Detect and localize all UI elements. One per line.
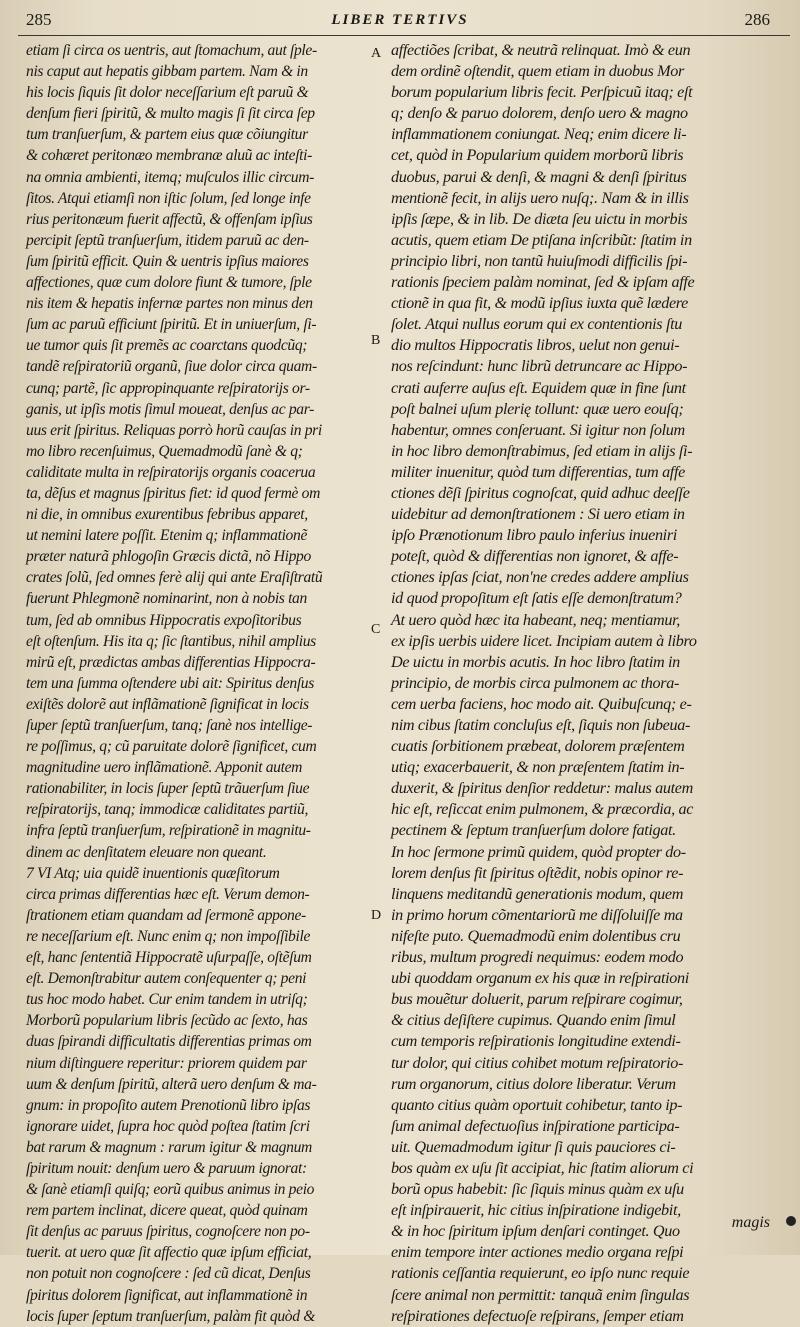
text-line: cem uerba faciens, hoc modo ait. Quibuſcunq; e- [391, 694, 692, 713]
text-line: eſt inſpirauerit, hic citius inſpiratione indigebit, [391, 1201, 681, 1220]
text-line: nis item & hepatis infernæ partes non minus den [26, 295, 313, 313]
text-line: nim cibus ſtatim concluſus eſt, ſiquis non ſubeua- [391, 716, 691, 734]
text-line: cet, quòd in Popularium quidem morborũ libris [391, 146, 684, 165]
text-line: borũ opus habebit: ſic ſiquis minus quàm ex uſu [391, 1180, 684, 1199]
text-line: ſpiritus dolorem ſignificat, aut inflammationẽ in [26, 1286, 308, 1304]
text-line: affectiones, quæ cum dolore fiunt & tumore, ſple [26, 274, 312, 292]
text-line: cum temporis reſpirationis longitudine extendi- [391, 1032, 681, 1051]
text-line: ſolet. Atqui nullus eorum qui ex contentionis ſtu [391, 315, 682, 334]
text-line: ctiones ipſas ſciat, non'ne credes addere amplius [391, 568, 689, 587]
text-line: nos reſcindunt: hunc librũ detruncare ac Hippo- [391, 357, 688, 376]
text-line: tur dolor, qui citius cohibet motum reſpiratorio- [391, 1053, 684, 1072]
text-line: tem una ſumma oſtendere ubi ait: Spiritus denſus [26, 674, 314, 692]
text-line: habentur, omnes conſeruant. Si igitur non ſolum [391, 420, 685, 439]
text-line: ut nemini latere poſſit. Etenim q; inflammationẽ [26, 527, 308, 545]
running-title: LIBER TERTIVS [331, 12, 469, 28]
ink-dot [786, 1216, 796, 1226]
text-line: ſum ac paruũ efficiunt ſpiritũ. Et in uniuerſum, ſi- [26, 316, 317, 334]
text-line: ctiones dẽſi ſpiritus cognoſcat, quid adhuc deeſſe [391, 483, 690, 502]
left-column [26, 40, 366, 1327]
text-line: nis caput aut hepatis gibbam partem. Nam & in [26, 63, 308, 81]
page-header [0, 0, 800, 34]
text-line: eſt oſtenſum. His ita q; ſic ſtantibus, nihil amplius [26, 632, 316, 650]
text-line: ue tumor quis ſit premẽs ac coarctans quodcũq; [26, 337, 308, 355]
text-line: uidebitur ad demonſtrationem : Si uero etiam in [391, 505, 685, 524]
text-line: na omnia ambienti, itemq; muſculos illic circum- [26, 168, 314, 186]
text-line: dio multos Hippocratis libros, uelut non genui- [391, 336, 680, 355]
text-line: tuerit. at uero quæ ſit affectio quæ ipſum efficiat, [26, 1244, 312, 1262]
text-line: id quod propoſitum eſt ſatis eſſe demonſtratum? [391, 589, 682, 608]
text-line: gnum: in propoſito autem Prenotionũ libro ipſas [26, 1096, 311, 1114]
text-line: crates ſolũ, ſed omnes ferè alij qui ante Eraſiſtratũ [26, 569, 323, 587]
text-line: infra ſeptũ tranſuerſum, reſpirationẽ in magnitu- [26, 822, 311, 840]
text-line: affectiões ſcribat, & neutrã relinquat. Imò & eun [391, 41, 691, 59]
text-line: & citius deſiſtere cupimus. Quando enim ſimul [391, 1011, 676, 1030]
text-line: borum popularium libris fecit. Perſpicuũ itaq; eſt [391, 83, 693, 102]
text-line: uum & denſum ſpiritũ, alterã uero denſum & ma- [26, 1075, 317, 1093]
text-line: poſt balnei uſum plerię tollunt: quæ uero eouſq; [391, 399, 684, 418]
text-line: ubi quoddam organum ex his quæ in reſpirationi [391, 969, 689, 988]
margin-marker-d: D [371, 908, 382, 923]
text-line: rationabiliter, in locis ſuper ſeptũ trãuerſum ſiue [26, 780, 310, 798]
page-number-right: 286 [744, 10, 770, 29]
text-line: magnitudine uero inflãmationẽ. Apponit autem [26, 759, 303, 777]
text-line: duas ſpirandi difficultatis differentias primas om [26, 1033, 312, 1051]
text-line: principio libri, non tantũ huiuſmodi difficilis ſpi- [391, 251, 688, 270]
text-line: rationis ceſſantia requierunt, eo ipſo nunc requie [391, 1264, 690, 1283]
text-line: militer inuenitur, quòd tum differentias, tum affe [391, 462, 685, 481]
text-line: caliditate multa in reſpiratorijs organis coacerua [26, 463, 316, 481]
text-line: tandẽ reſpiratoriũ organũ, ſiue dolor circa quam- [26, 358, 317, 376]
text-line: ſcere animal non permittit: tanquã enim ſingulas [391, 1285, 690, 1304]
text-line: pectinem & ſeptum tranſuerſum dolore fatigat. [391, 821, 676, 840]
text-line: ex ipſis uerbis uidere licet. Incipiam autem à libro [391, 631, 697, 650]
text-line: De uictu in morbis acutis. In hoc libro ſtatim in [391, 652, 680, 671]
text-line: acutis, quem etiam De ptiſana inſcribũt: ſtatim in [391, 230, 692, 249]
right-column [391, 40, 769, 1327]
text-line: ignorare uidet, ſupra hoc quòd poſtea ſtatim ſcri [26, 1117, 310, 1135]
page-number-left: 285 [26, 10, 52, 29]
text-line: hic eſt, reſiccat enim pulmonem, & præcordia, ac [391, 800, 694, 819]
text-line: ſit denſus ac paruus ſpiritus, cognoſcere non po- [26, 1223, 310, 1241]
text-line: dem ordinẽ oſtendit, quem etiam in duobus Mor [391, 62, 684, 81]
text-line: cuatis ſorbitionem præbeat, dolorem præſentem [391, 737, 685, 756]
text-line: etiam ſi circa os uentris, aut ſtomachum, aut ſple- [26, 42, 317, 59]
text-line: rius peritonæum fuerit affectũ, & offenſam ipſius [26, 210, 313, 228]
text-line: eſt. Demonſtrabitur autem conſequenter q; peni [26, 970, 307, 988]
text-line: uus erit ſpiritus. Reliquas porrò horũ cauſas in pri [26, 421, 322, 439]
text-line: tum tranſuerſum, & partem eius quæ cõiungitur [26, 126, 308, 144]
text-line: & ſanè etiamſi quiſq; eorũ quibus animus in peio [26, 1181, 315, 1199]
text-line: utiq; exacerbauerit, & non præſentem ſtatim in- [391, 758, 685, 777]
text-line: præter naturã phlogoſin Græcis dictã, nõ Hippo [26, 548, 311, 566]
text-line: exiſtẽs dolorẽ aut inflãmationẽ ſignificat in locis [26, 695, 309, 713]
text-line: ſitos. Atqui etiamſi non iſtic ſolum, ſed longe infe [26, 189, 311, 207]
margin-marker-c: C [371, 622, 381, 637]
text-line: ipſis ſæpe, & in lib. De diæta ſeu uictu in morbis [391, 209, 688, 228]
text-line: bat rarum & magnum : rarum igitur & magnum [26, 1138, 312, 1156]
text-line: ſum ſpiritũ efficit. Quin & uentris ipſius maiores [26, 252, 309, 270]
header-rule [18, 35, 790, 36]
text-line: In hoc ſermone primũ quidem, quòd propter do- [391, 842, 686, 861]
text-line: locis ſuper ſeptum tranſuerſum, palàm fit quòd & [26, 1307, 315, 1325]
text-line: re neceſſarium eſt. Nunc enim q; non impoſſibile [26, 927, 311, 945]
text-line: rem partem inclinat, dicere queat, quòd quinam [26, 1202, 308, 1220]
text-line: At uero quòd hæc ita habeant, neq; mentiamur, [391, 610, 680, 629]
text-line: & in hoc ſpiritum ipſum denſari continget. Quo [391, 1222, 680, 1241]
text-line: non potuit non cognoſcere : ſed cũ dicat, Denſus [26, 1265, 311, 1283]
text-line: inflammationem coniungat. Neq; enim dicere li- [391, 125, 687, 144]
text-line: circa primas differentias hæc eſt. Verum demon- [26, 885, 310, 903]
text-line: q; denſo & paruo dolorem, denſo uero & magno [391, 104, 688, 123]
text-line: uit. Quemadmodum igitur ſi quis pauciores ci- [391, 1137, 676, 1156]
text-line: ta, dẽſus et magnus ſpiritus fiet: id quod fermè om [26, 484, 321, 502]
text-line: nium diſtinguere reperitur: priorem quidem par [26, 1054, 307, 1072]
text-line: eſt, hanc ſententiã Hippocratẽ uſurpaſſe, oſtẽſum [26, 949, 312, 967]
text-line: re poſſimus, q; cũ paruitate dolorẽ ſignificet, cum [26, 738, 317, 756]
text-line: lorem denſus fit ſpiritus oſtẽdit, nobis opinor re- [391, 863, 684, 882]
text-line: Morborũ popularium libris ſecũdo ac ſexto, has [26, 1012, 308, 1030]
text-line: tum, ſed ab omnibus Hippocratis expoſitoribus [26, 611, 302, 629]
text-line: reſpirationes defectuoſe reſpirans, ſemper etiam [391, 1306, 684, 1325]
text-line: in hoc libro demonſtrabimus, ſed etiam in alijs ſi- [391, 441, 693, 460]
margin-marker-b: B [371, 333, 381, 348]
text-line: crati auferre auſus eſt. Equidem quæ in fine ſunt [391, 378, 686, 397]
text-line: ni die, in omnibus exurentibus febribus apparet, [26, 506, 308, 524]
text-line: mo libro recenſuimus, Quemadmodũ ſanè & q; [26, 442, 303, 460]
text-line: mirũ eſt, prædictas ambas differentias Hippocra- [26, 653, 316, 671]
text-line: ſum animal defectuoſius inſpiratione participa- [391, 1116, 680, 1135]
text-line: ipſo Prænotionum libro paulo inferius inueniri [391, 526, 677, 545]
text-line: linquens meditandũ generationis modum, quem [391, 884, 684, 903]
text-line: principio, de morbis circa pulmonem ac thora- [391, 673, 680, 692]
text-line: ſuper ſeptũ tranſuerſum, tanq; ſanè nos intellige- [26, 717, 313, 734]
text-line: ſpiritum nouit: denſum uero & paruum ignorat: [26, 1159, 307, 1177]
text-line: reſpiratorijs, tanq; immodicæ caliditates partiũ, [26, 801, 309, 819]
text-line: dinem ac denſitatem eleuare non queant. [26, 843, 267, 861]
text-line: duxerit, & ſpiritus denſior reddetur: malus autem [391, 779, 693, 798]
text-line: his locis ſiquis ſit dolor neceſſarium eſt paruũ & [26, 84, 309, 102]
text-line: rum organorum, citius dolore liberatur. Verum [391, 1074, 676, 1093]
text-line: nifeſte puto. Quemadmodũ enim dolentibus cru [391, 926, 681, 945]
margin-marker-a: A [371, 46, 382, 61]
text-line: mentionẽ fecit, in alijs uero nuſq;. Nam & in illis [391, 188, 689, 207]
text-line: ribus, multum progredi nequimus: eodem modo [391, 948, 684, 967]
catchword: magis [731, 1214, 770, 1231]
text-line: in primo horum cõmentariorũ me diſſoluiſſe ma [391, 905, 683, 924]
text-line: cunq; partẽ, ſic appropinquante reſpiratorijs or- [26, 379, 310, 397]
text-line: quanto citius quàm oportuit cohibetur, tanto ip- [391, 1095, 683, 1114]
text-line: fuerunt Phlegmonẽ nominarint, non à nobis tan [26, 590, 307, 608]
text-line: rationis ſpeciem palàm nominat, ſed & ipſam affe [391, 273, 695, 292]
text-line: percipit ſeptũ tranſuerſum, itidem paruũ ac den- [26, 231, 309, 249]
text-line: duobus, parui & denſi, & magni & denſi ſpiritus [391, 167, 687, 186]
text-line: tus hoc modo habet. Cur enim tandem in utriſq; [26, 991, 308, 1009]
text-line: & cohæret peritonæo membranæ aluũ ac inteſti- [26, 147, 312, 165]
text-line: ganis, ut ipſis motis ſimul moueat, denſus ac par- [26, 400, 314, 418]
text-line: poteſt, quòd & differentias non ignoret, & affe- [391, 547, 679, 566]
text-line: enim tempore inter actiones medio organa reſpi [391, 1243, 684, 1262]
text-line: bus mouẽtur doluerit, parum reſpirare cogimur, [391, 990, 683, 1009]
text-line: denſum fieri ſpiritũ, & multo magis ſi ſit circa ſep [26, 105, 315, 123]
text-line: ctionẽ in qua fit, & modũ ipſius iuxta quẽ lædere [391, 294, 688, 313]
text-line: bos quàm ex uſu ſit accipiat, hic ſtatim aliorum ci [391, 1158, 694, 1177]
text-line: 7 VI Atq; uia quidẽ inuentionis quæſitorum [26, 864, 280, 882]
text-line: ſtrationem etiam quandam ad ſermonẽ appone- [26, 906, 306, 924]
